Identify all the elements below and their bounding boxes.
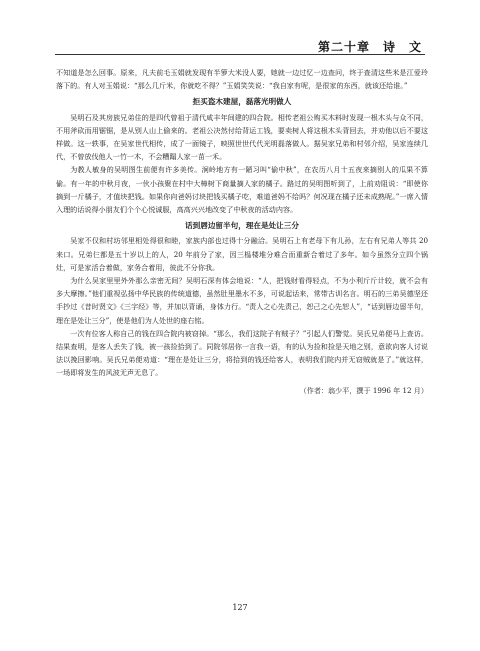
section-heading: 话到唇边留半句，理在是处让三分 xyxy=(185,221,299,231)
author-signature: （作者：翁少平，撰于 1996 年 12 月） xyxy=(299,385,428,395)
page-number: 127 xyxy=(232,603,248,612)
paragraph: 不知道是怎么回事。原来，凡夫前毛玉娟就发现有半箩大米没人要，她就一边过忆一边查问，终于查清这些米是江爱玲落下的。有人对玉娟说：“那么几斤米，你就吃不得？”玉娟笑笑说：“我自家有呢，是很家的东西，就该还给谁。” xyxy=(56,68,428,91)
paragraph: 吴家不仅和村坊邻里相处得很和睦，家族内部也过得十分融洽。吴明石上有老母下有儿孙，左右有兄弟人等共 20 来口。兄弟仨都是五十岁以上的人，20 年前分了家，因三榀楼堆分难合而重新合着过了多年。如今虽然分立四个锅灶，可是家活合着做，家务合着用，彼此不分你我。 xyxy=(56,236,428,272)
section-heading: 拒买盗木建屋，磊落光明做人 xyxy=(192,97,292,107)
chapter-title: 第二十章 诗 文 xyxy=(317,40,422,54)
paragraph: 一次有位客人称自己的钱在四合院内被窃掉。“那么，我们这院子有贼子？”引起人们警觉。吴氏兄弟便马上查访。结果查明，是客人丢失了钱，被一孩捡拾到了。同院邻居你一言我一语，有的认为捡和捡是天地之别，意欲向客人讨说法以挽回影响。吴氏兄弟便劝道：“理在是处让三分，将拾到的钱还给客人，表明我们院内并无窃贼就是了。”就这样，一场即将发生的风波无声无息了。 xyxy=(56,328,428,378)
paragraph: 为教人敏身的吴明图生前便有许多美传。涧岭地方有一陋习叫“偷中秋”，在农历八月十五夜来摘别人的瓜果不算偷。有一年的中秋月夜，一伙小孩聚在村中大樟树下商量摘人家的橘子。路过的吴明图听到了，上前劝阻说：“即使你摘到一斤橘子，才值块把钱。如果你向爸妈讨块把钱买橘子吃，难道爸妈不给吗？何况现在橘子还未成熟呢。”一席入情入理的话说得小朋友们个个心悦诚服，高高兴兴地改变了中秋夜的活动内容。 xyxy=(56,165,428,215)
header-rule xyxy=(55,54,425,55)
paragraph: 吴明石及其房族兄弟住的是四代曾祖于清代咸丰年间建的四合院。相传老祖公购买木料时发现一根木头与众不同，不用斧砍而用锯锯，是从别人山上偷来的。老祖公决然付给背运工钱，要卖树人将这根木头背回去，并劝他以后不要这样做。这一轶事，在吴家世代相传，成了一面镜子，映照世世代代光明磊落做人。据吴家兄弟和村邻介绍，吴家连续几代，不曾放伐他人一竹一木，不会糟蹋人家一苗一禾。 xyxy=(56,112,428,162)
page-header xyxy=(0,0,480,58)
article-body xyxy=(56,66,428,397)
paragraph: 为什么吴家里里外外那么亲密无间？吴明石深有体会地说：“人，把钱财看得轻点，不为小利斤斤计较，就不会有多大摩擦。”他们重视弘扬中华民族的传统道德，虽然肚里墨水不多，可说起话来，常带古训名言。明石的三弟吴德坚还手抄过《昔时贤文》《三字经》等，并加以背诵，身体力行。“责人之心先责己，恕己之心先恕人”，“话到唇边留半句，理在是处让三分”，使是他们为人处世的座右铭。 xyxy=(56,276,428,325)
